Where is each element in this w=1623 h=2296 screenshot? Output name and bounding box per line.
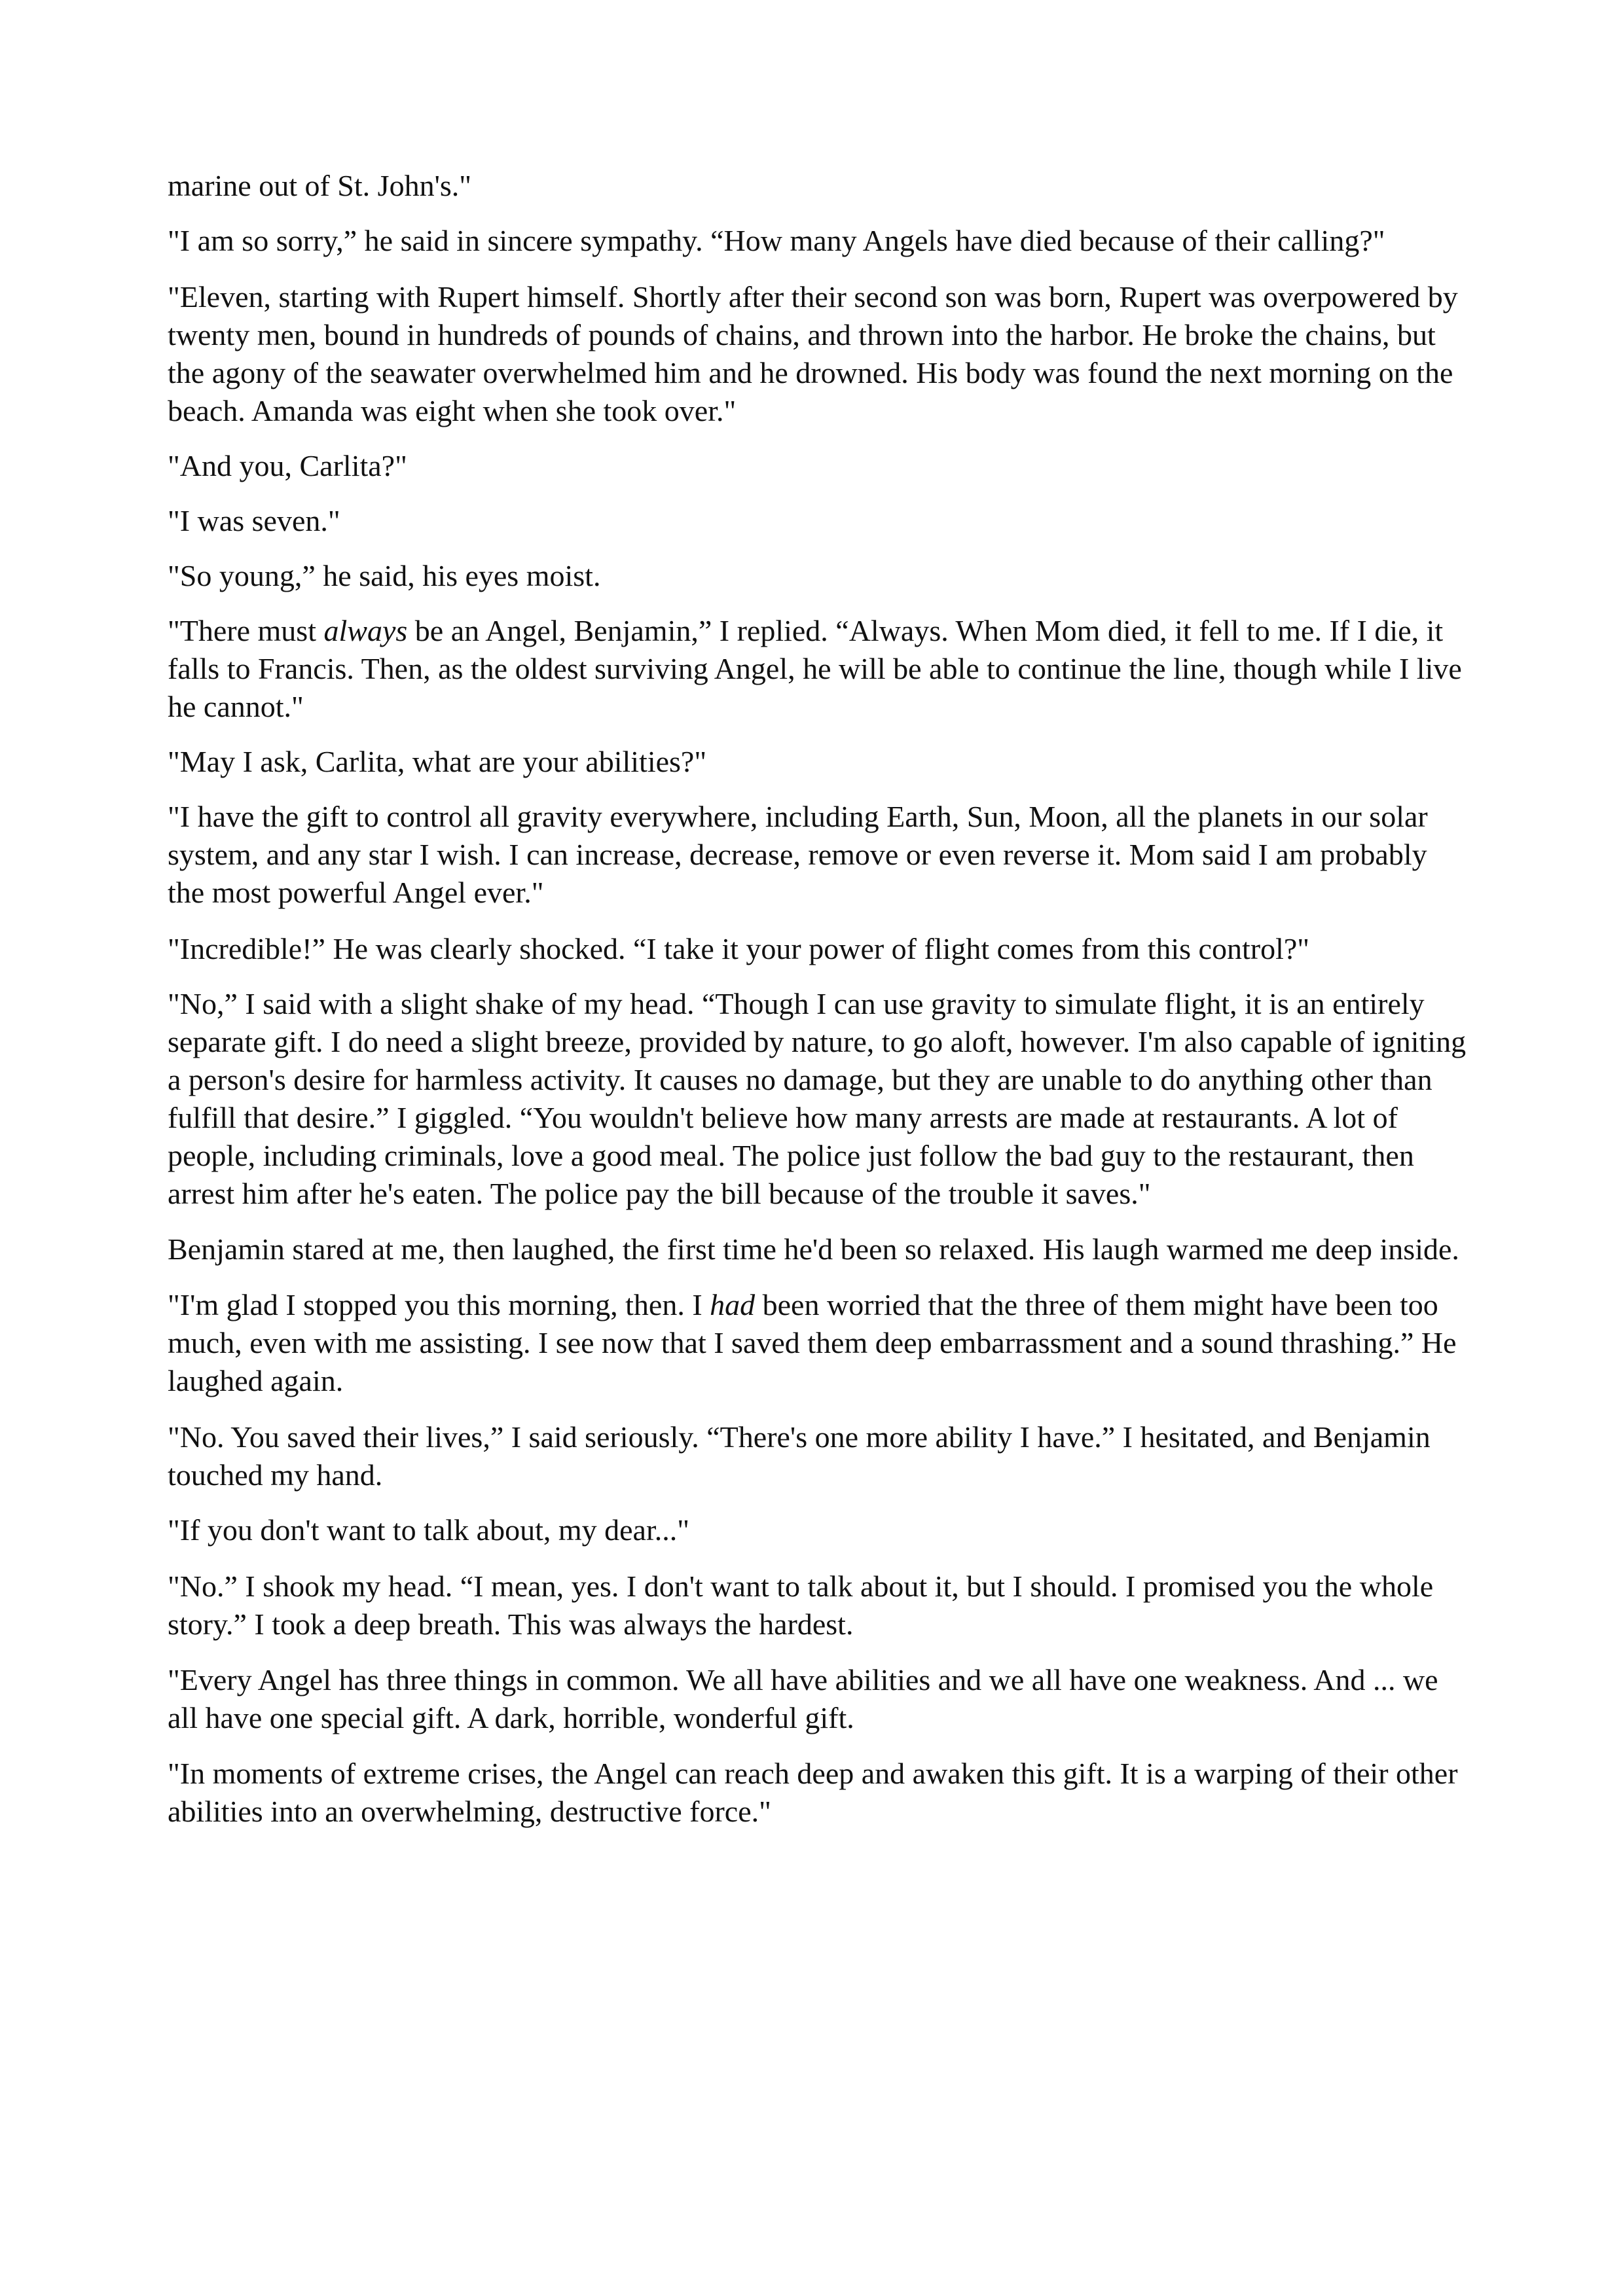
paragraph-text: "No,” I said with a slight shake of my head. “Though I can use gravity to simulate flight, it is an entirely separate gift. I do need a slight breeze, provided by nature, to go aloft, however. I'm also capable of igniting a person's desire for harmless activity. It causes no damage, but they are unable to do anything other than fulfill that desire.” I giggled. “You wouldn't believe how many arrests are made at restaurants. A lot of people, including criminals, love a good meal. The police just follow the bad guy to the restaurant, then arrest him after he's eaten. The police pay the bill because of the trouble it saves." xyxy=(168,987,1467,1210)
paragraph xyxy=(168,1755,1470,1831)
paragraph-text: "In moments of extreme crises, the Angel can reach deep and awaken this gift. It is a warping of their other abilities into an overwhelming, destructive force." xyxy=(168,1757,1458,1828)
paragraph-text: "I am so sorry,” he said in sincere sympathy. “How many Angels have died because of their calling?" xyxy=(168,224,1385,257)
paragraph-text: marine out of St. John's." xyxy=(168,169,472,202)
paragraph-text: "No.” I shook my head. “I mean, yes. I don't want to talk about it, but I should. I promised you the whole story.” I took a deep breath. This was always the hardest. xyxy=(168,1570,1434,1641)
paragraph xyxy=(168,930,1470,968)
paragraph xyxy=(168,743,1470,781)
paragraph-text: "I was seven." xyxy=(168,504,340,537)
paragraph-text: "I have the gift to control all gravity everywhere, including Earth, Sun, Moon, all the planets in our solar system, and any star I wish. I can increase, decrease, remove or even reverse it. Mom said I am probably the most powerful Angel ever." xyxy=(168,800,1428,909)
paragraph xyxy=(168,557,1470,595)
paragraph xyxy=(168,1511,1470,1549)
paragraph xyxy=(168,1661,1470,1737)
paragraph xyxy=(168,612,1470,726)
paragraph xyxy=(168,222,1470,260)
paragraph-text: "So young,” he said, his eyes moist. xyxy=(168,559,601,592)
paragraph xyxy=(168,798,1470,912)
paragraph-text: been worried that the three of them might have been too much, even with me assisting. I see now that I saved them deep embarrassment and a sound thrashing.” He laughed again. xyxy=(168,1288,1457,1397)
paragraph-text: "There must xyxy=(168,614,324,647)
paragraph xyxy=(168,1568,1470,1643)
paragraph xyxy=(168,167,1470,205)
body-text xyxy=(168,167,1470,1831)
paragraph-text: "Incredible!” He was clearly shocked. “I take it your power of flight comes from this control?" xyxy=(168,932,1310,965)
paragraph-text: "I'm glad I stopped you this morning, then. I xyxy=(168,1288,710,1321)
paragraph-text: "Every Angel has three things in common. We all have abilities and we all have one weakness. And ... we all have one special gift. A dark, horrible, wonderful gift. xyxy=(168,1663,1438,1734)
paragraph xyxy=(168,1230,1470,1268)
emphasis-text: always xyxy=(323,614,408,647)
paragraph xyxy=(168,1286,1470,1400)
paragraph-text: "No. You saved their lives,” I said seriously. “There's one more ability I have.” I hesitated, and Benjamin touched my hand. xyxy=(168,1420,1431,1492)
paragraph-text: "Eleven, starting with Rupert himself. Shortly after their second son was born, Rupert was overpowered by twenty men, bound in hundreds of pounds of chains, and thrown into the harbor. He broke the chains, but the agony of the seawater overwhelmed him and he drowned. His body was found the next morning on the beach. Amanda was eight when she took over." xyxy=(168,280,1458,427)
paragraph-text: Benjamin stared at me, then laughed, the first time he'd been so relaxed. His laugh warmed me deep inside. xyxy=(168,1232,1459,1266)
paragraph xyxy=(168,278,1470,430)
paragraph-text: "And you, Carlita?" xyxy=(168,449,407,482)
paragraph xyxy=(168,985,1470,1213)
paragraph xyxy=(168,502,1470,540)
paragraph-text: "May I ask, Carlita, what are your abilities?" xyxy=(168,745,707,778)
paragraph xyxy=(168,1418,1470,1494)
paragraph xyxy=(168,447,1470,485)
paragraph-text: be an Angel, Benjamin,” I replied. “Always. When Mom died, it fell to me. If I die, it falls to Francis. Then, as the oldest surviving Angel, he will be able to continue the line, though while I live he cannot." xyxy=(168,614,1462,723)
paragraph-text: "If you don't want to talk about, my dear..." xyxy=(168,1513,690,1547)
emphasis-text: had xyxy=(710,1288,756,1321)
